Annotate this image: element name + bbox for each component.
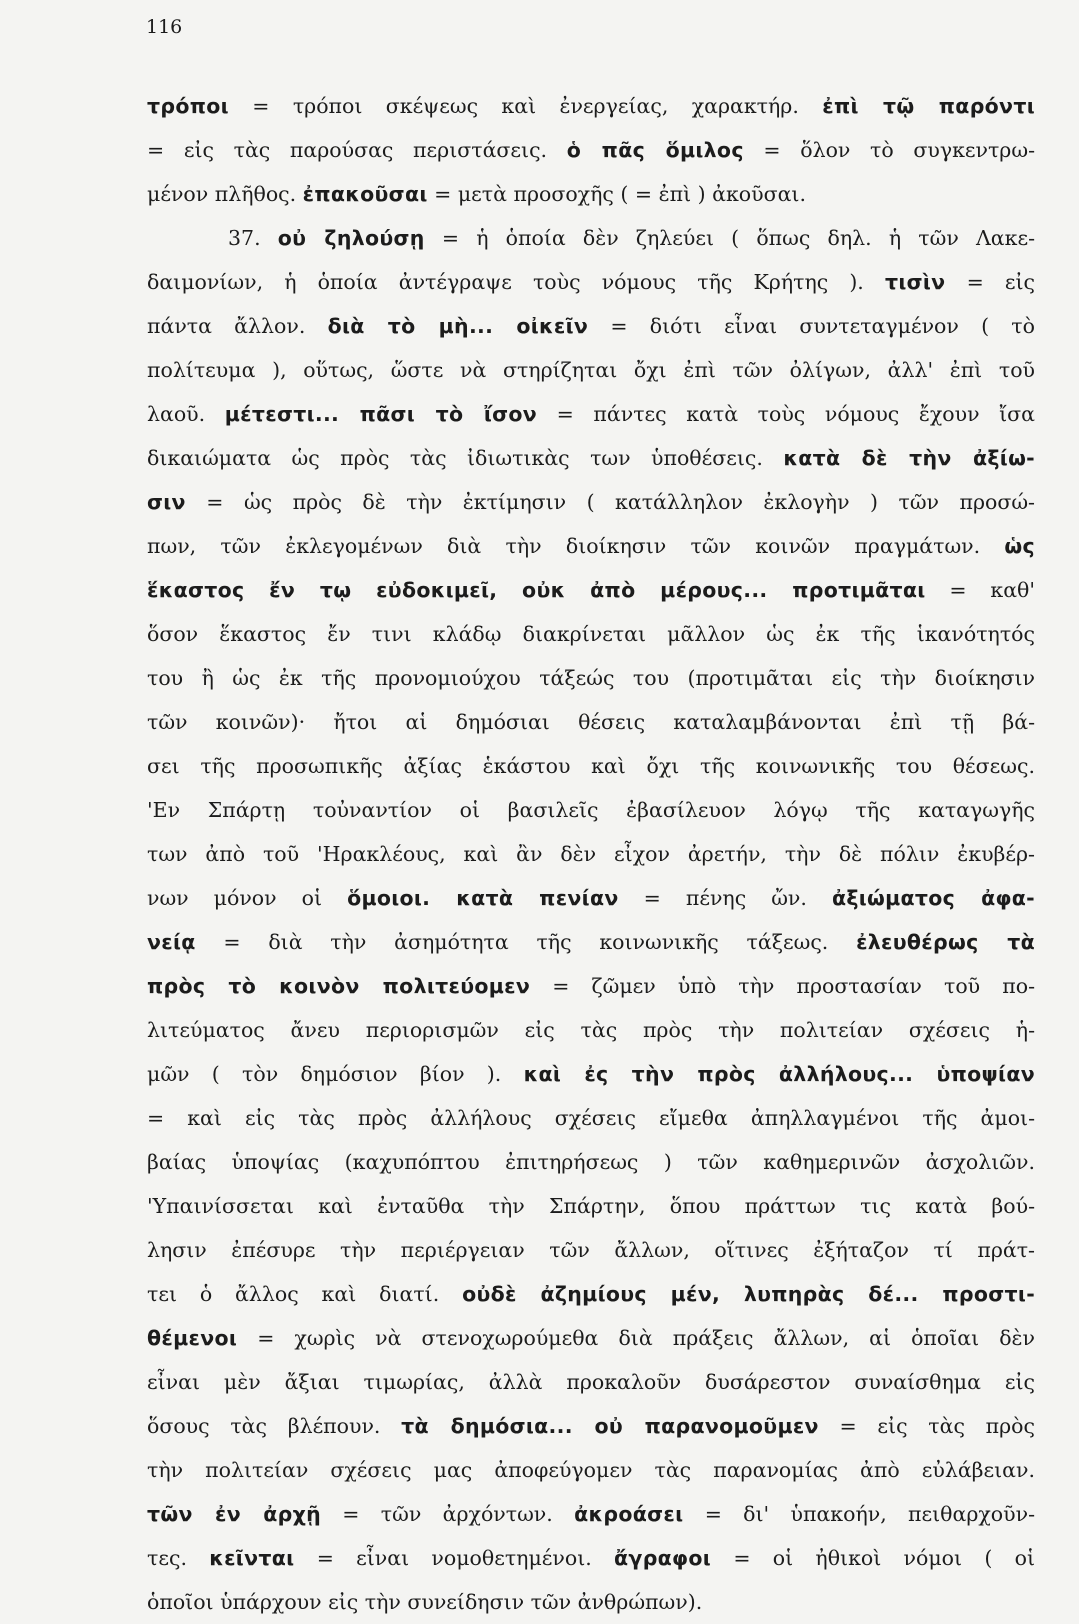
explanation-text: νων μόνον οἱ [147,886,348,910]
text-line [147,84,1035,128]
explanation-text: βαίας ὑποψίας (καχυπόπτου ἐπιτηρήσεως ) τῶν καθημερινῶν ἀσχολιῶν. [147,1150,1035,1174]
text-line [147,480,1035,524]
explanation-text: δαιμονίων, ἡ ὁποία ἀντέγραψε τοὺς νόμους τῆς Κρήτης ). [147,270,885,294]
explanation-text: = διὰ τὴν ἀσημότητα τῆς κοινωνικῆς τάξεως. [195,930,857,954]
commentary-text [147,84,1035,1624]
explanation-text: = ἡ ὁποία δὲν ζηλεύει ( ὅπως δηλ. ἡ τῶν Λακε- [424,226,1035,250]
lemma-term: νείᾳ [147,930,196,954]
explanation-text: πων, τῶν ἐκλεγομένων διὰ τὴν διοίκησιν τῶν κοινῶν πραγμάτων. [147,534,1005,558]
text-line [147,1008,1035,1052]
text-line [147,1052,1035,1096]
explanation-text: = τῶν ἀρχόντων. [320,1502,575,1526]
explanation-text: τες. [147,1546,210,1570]
text-line [147,876,1035,920]
explanation-text: των ἀπὸ τοῦ 'Ηρακλέους, καὶ ἂν δὲν εἶχον ἀρετήν, τὴν δὲ πόλιν ἐκυβέρ- [147,842,1035,866]
text-line [147,524,1035,568]
lemma-term: τρόποι [147,94,229,118]
explanation-text: = πένης ὤν. [618,886,832,910]
lemma-term: κατὰ δὲ τὴν ἀξίω- [783,446,1035,470]
text-line [147,1492,1035,1536]
explanation-text: 'Εν Σπάρτῃ τοὐναντίον οἱ βασιλεῖς ἐβασίλευον λόγῳ τῆς καταγωγῆς [147,798,1035,822]
lemma-term: μέτεστι... πᾶσι τὸ ἴσον [224,402,538,426]
lemma-term: ὁ πᾶς ὅμιλος [566,138,744,162]
explanation-text: τὴν πολιτείαν σχέσεις μας ἀποφεύγομεν τὰς παρανομίας ἀπὸ εὐλάβειαν. [147,1458,1035,1482]
lemma-term: ἀξιώματος ἀφα- [831,886,1035,910]
explanation-text: = εἶναι νομοθετημένοι. [294,1546,615,1570]
lemma-term: ὅμοιοι. κατὰ πενίαν [347,886,619,910]
text-line [147,920,1035,964]
explanation-text: μένον πλῆθος. [147,182,303,206]
lemma-term: ἐπὶ τῷ παρόντι [822,94,1035,118]
lemma-term: κεῖνται [209,1546,295,1570]
text-line [147,1448,1035,1492]
explanation-text: τει ὁ ἄλλος καὶ διατί. [147,1282,463,1306]
lemma-term: διὰ τὸ μὴ... οἰκεῖν [327,314,589,338]
text-line [147,392,1035,436]
lemma-term: οὐδὲ ἀζημίους μέν, λυπηρὰς δέ... προστι- [462,1282,1035,1306]
page-number: 116 [146,16,183,38]
lemma-term: ἐπακοῦσαι [302,182,428,206]
explanation-text: λησιν ἐπέσυρε τὴν περιέργειαν τῶν ἄλλων, οἵτινες ἐξήταζον τί πράτ- [147,1238,1035,1262]
explanation-text: = οἱ ἠθικοὶ νόμοι ( οἱ [711,1546,1035,1570]
explanation-text: 'Υπαινίσσεται καὶ ἐνταῦθα τὴν Σπάρτην, ὅπου πράττων τις κατὰ βού- [147,1194,1035,1218]
explanation-text: λιτεύματος ἄνευ περιορισμῶν εἰς τὰς πρὸς τὴν πολιτείαν σχέσεις ἡ- [147,1018,1035,1042]
explanation-text: = ὅλον τὸ συγκεντρω- [743,138,1036,162]
lemma-term: ὡς [1004,534,1035,558]
text-line [147,260,1035,304]
explanation-text: = μετὰ προσοχῆς ( = ἐπὶ ) ἀκοῦσαι. [427,182,806,206]
text-line [147,832,1035,876]
lemma-term: τισὶν [884,270,946,294]
lemma-term: ἄγραφοι [614,1546,712,1570]
lemma-term: θέμενοι [147,1326,238,1350]
text-line [147,1140,1035,1184]
text-line [147,744,1035,788]
text-line [147,1580,1035,1624]
explanation-text: πολίτευμα ), οὕτως, ὥστε νὰ στηρίζηται ὄχι ἐπὶ τῶν ὀλίγων, ἀλλ' ἐπὶ τοῦ [147,358,1035,382]
explanation-text: εἶναι μὲν ἄξιαι τιμωρίας, ἀλλὰ προκαλοῦν δυσάρεστον συναίσθημα εἰς [147,1370,1035,1394]
explanation-text: του ἢ ὡς ἐκ τῆς προνομιούχου τάξεώς του (προτιμᾶται εἰς τὴν διοίκησιν [147,666,1035,690]
text-line [147,216,1035,260]
text-line [147,700,1035,744]
lemma-term: τὰ δημόσια... οὐ παρανομοῦμεν [401,1414,819,1438]
explanation-text: δικαιώματα ὡς πρὸς τὰς ἰδιωτικὰς των ὑποθέσεις. [147,446,784,470]
explanation-text: = καθ' [925,578,1036,602]
explanation-text: πάντα ἄλλον. [147,314,328,338]
explanation-text: = διότι εἶναι συντεταγμένον ( τὸ [588,314,1035,338]
text-line [147,1096,1035,1140]
text-line [147,1272,1035,1316]
explanation-text: = ζῶμεν ὑπὸ τὴν προστασίαν τοῦ πο- [530,974,1035,998]
text-line [147,348,1035,392]
lemma-term: καὶ ἐς τὴν πρὸς ἀλλήλους... ὑποψίαν [523,1062,1035,1086]
text-line [147,1536,1035,1580]
explanation-text: = καὶ εἰς τὰς πρὸς ἀλλήλους σχέσεις εἴμεθα ἀπηλλαγμένοι τῆς ἀμοι- [147,1106,1035,1130]
text-line [147,656,1035,700]
text-line [147,1360,1035,1404]
explanation-text: ὁποῖοι ὑπάρχουν εἰς τὴν συνείδησιν τῶν ἀνθρώπων). [147,1590,703,1614]
explanation-text: λαοῦ. [147,402,225,426]
lemma-term: οὐ ζηλούσῃ [277,226,425,250]
explanation-text: τῶν κοινῶν)· ἤτοι αἱ δημόσιαι θέσεις καταλαμβάνονται ἐπὶ τῇ βά- [147,710,1035,734]
text-line [147,788,1035,832]
explanation-text: = χωρὶς νὰ στενοχωρούμεθα διὰ πράξεις ἄλλων, αἱ ὁποῖαι δὲν [237,1326,1035,1350]
lemma-term: σιν [147,490,186,514]
text-line [147,128,1035,172]
text-line [147,568,1035,612]
text-line [147,436,1035,480]
explanation-text: = εἰς τὰς πρὸς [818,1414,1036,1438]
lemma-term: ἐλευθέρως τὰ [856,930,1035,954]
explanation-text: 37. [228,226,278,250]
explanation-text: = δι' ὑπακοήν, πειθαρχοῦν- [683,1502,1036,1526]
text-line [147,964,1035,1008]
text-line [147,1404,1035,1448]
text-line [147,1184,1035,1228]
explanation-text: = εἰς [945,270,1035,294]
text-line [147,1228,1035,1272]
text-line [147,612,1035,656]
text-line [147,304,1035,348]
explanation-text: σει τῆς προσωπικῆς ἀξίας ἑκάστου καὶ ὄχι τῆς κοινωνικῆς του θέσεως. [147,754,1035,778]
lemma-term: τῶν ἐν ἀρχῇ [147,1502,321,1526]
explanation-text: μῶν ( τὸν δημόσιον βίον ). [147,1062,524,1086]
text-line [147,172,1035,216]
explanation-text: = εἰς τὰς παρούσας περιστάσεις. [147,138,567,162]
lemma-term: ἀκροάσει [574,1502,684,1526]
text-line [147,1316,1035,1360]
lemma-term: πρὸς τὸ κοινὸν πολιτεύομεν [147,974,531,998]
explanation-text: = τρόποι σκέψεως καὶ ἐνεργείας, χαρακτήρ. [228,94,823,118]
explanation-text: = ὡς πρὸς δὲ τὴν ἐκτίμησιν ( κατάλληλον ἐκλογὴν ) τῶν προσώ- [185,490,1035,514]
lemma-term: ἕκαστος ἔν τῳ εὐδοκιμεῖ, οὐκ ἀπὸ μέρους... προτιμᾶται [147,578,926,602]
explanation-text: ὅσους τὰς βλέπουν. [147,1414,402,1438]
explanation-text: = πάντες κατὰ τοὺς νόμους ἔχουν ἴσα [537,402,1035,426]
explanation-text: ὅσον ἕκαστος ἔν τινι κλάδῳ διακρίνεται μᾶλλον ὡς ἐκ τῆς ἱκανότητός [147,622,1035,646]
